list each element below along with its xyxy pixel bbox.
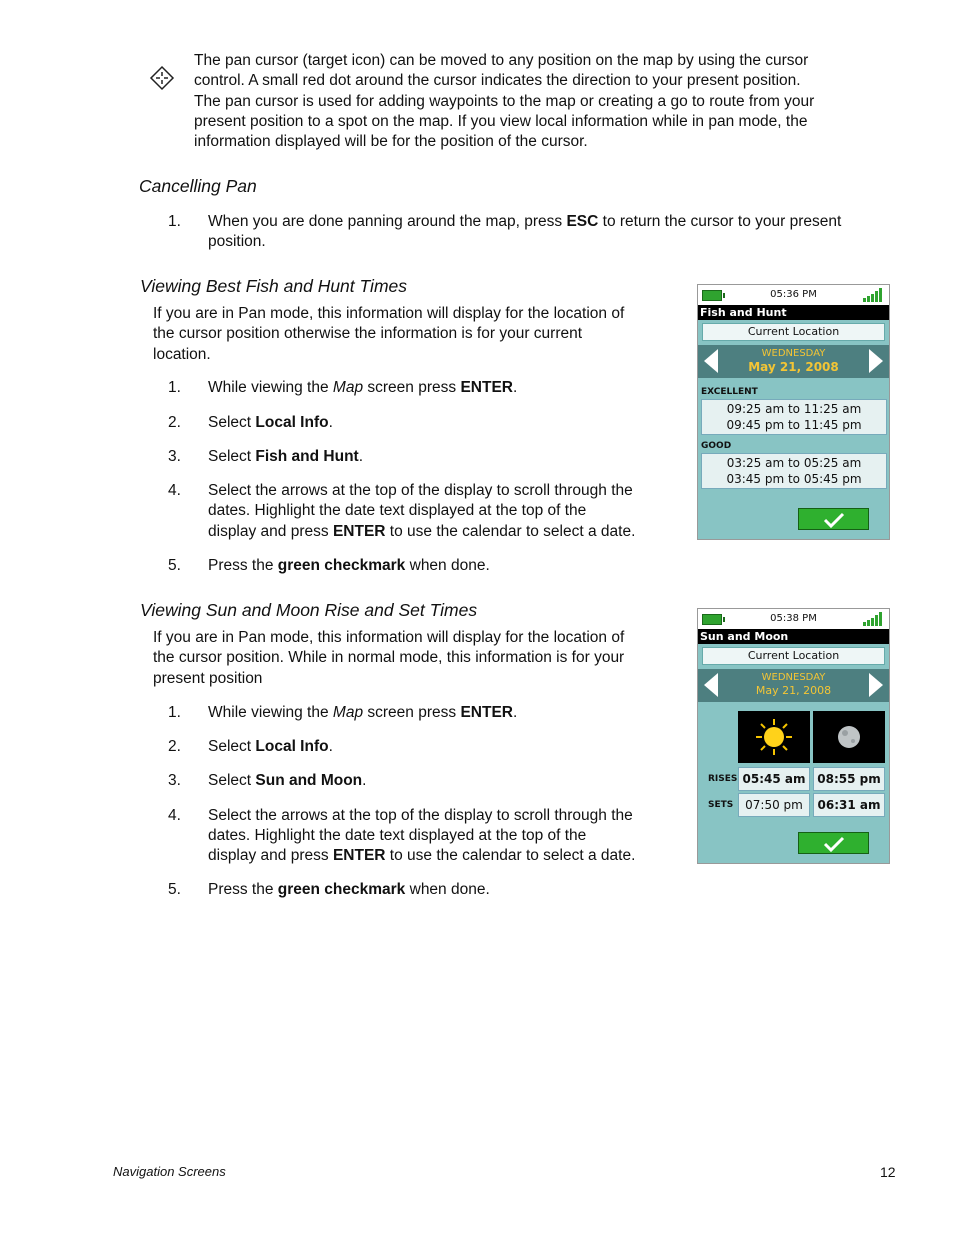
moon-rise-time: 08:55 pm: [813, 767, 885, 791]
sun-icon: [738, 711, 810, 763]
status-bar: [698, 285, 889, 306]
sun-moon-intro: If you are in Pan mode, this information will display for the location of the cursor position. While in normal mode, this information is for your present position: [153, 629, 625, 687]
signal-icon: [863, 288, 885, 302]
sets-label: SETS: [708, 800, 734, 810]
checkmark-icon: [823, 512, 845, 528]
page-number: 12: [880, 1164, 896, 1180]
day-of-week: WEDNESDAY: [761, 348, 826, 359]
green-checkmark-button[interactable]: [798, 508, 869, 530]
signal-icon: [863, 612, 885, 626]
clock: 05:36 PM: [770, 289, 817, 300]
rises-label: RISES: [708, 774, 738, 784]
green-checkmark-button[interactable]: [798, 832, 869, 854]
checkmark-icon: [823, 836, 845, 852]
excellent-label: EXCELLENT: [701, 387, 758, 397]
intro-paragraph: The pan cursor (target icon) can be moved to any position on the map by using the cursor control. A small red dot around the cursor indicates the direction to your present position. The pan cursor is used for adding waypoints to the map or creating a go to route from your present position to a spot on the map. If you view local information while in pan mode, the information displayed will be for the position of the cursor.: [194, 52, 815, 151]
screen-title: Sun and Moon: [698, 629, 889, 644]
good-times: 03:25 am to 05:25 am 03:45 pm to 05:45 pm: [701, 453, 887, 489]
sun-set-time: 07:50 pm: [738, 793, 810, 817]
current-location-button[interactable]: Current Location: [702, 323, 885, 341]
moon-icon: [813, 711, 885, 763]
fish-hunt-intro: If you are in Pan mode, this information will display for the location of the cursor position otherwise the information is for your current location.: [153, 305, 625, 363]
next-date-arrow-icon[interactable]: [869, 349, 883, 373]
date-bar[interactable]: [698, 345, 889, 378]
cancelling-pan-heading: Cancelling Pan: [139, 176, 257, 196]
next-date-arrow-icon[interactable]: [869, 673, 883, 697]
date-text[interactable]: May 21, 2008: [748, 360, 839, 374]
status-bar: [698, 609, 889, 630]
screen-title: Fish and Hunt: [698, 305, 889, 320]
good-label: GOOD: [701, 441, 732, 451]
fish-hunt-screen: [697, 284, 890, 540]
sun-moon-heading: Viewing Sun and Moon Rise and Set Times: [140, 600, 478, 620]
sun-rise-time: 05:45 am: [738, 767, 810, 791]
clock: 05:38 PM: [770, 613, 817, 624]
pan-cursor-icon: [148, 64, 176, 92]
footer-section-name: Navigation Screens: [113, 1164, 226, 1179]
moon-set-time: 06:31 am: [813, 793, 885, 817]
date-bar[interactable]: [698, 669, 889, 702]
fish-hunt-heading: Viewing Best Fish and Hunt Times: [140, 276, 408, 296]
current-location-button[interactable]: Current Location: [702, 647, 885, 665]
sun-moon-screen: [697, 608, 890, 864]
date-text[interactable]: May 21, 2008: [755, 684, 832, 697]
day-of-week: WEDNESDAY: [761, 672, 826, 683]
excellent-times: 09:25 am to 11:25 am 09:45 pm to 11:45 pm: [701, 399, 887, 435]
